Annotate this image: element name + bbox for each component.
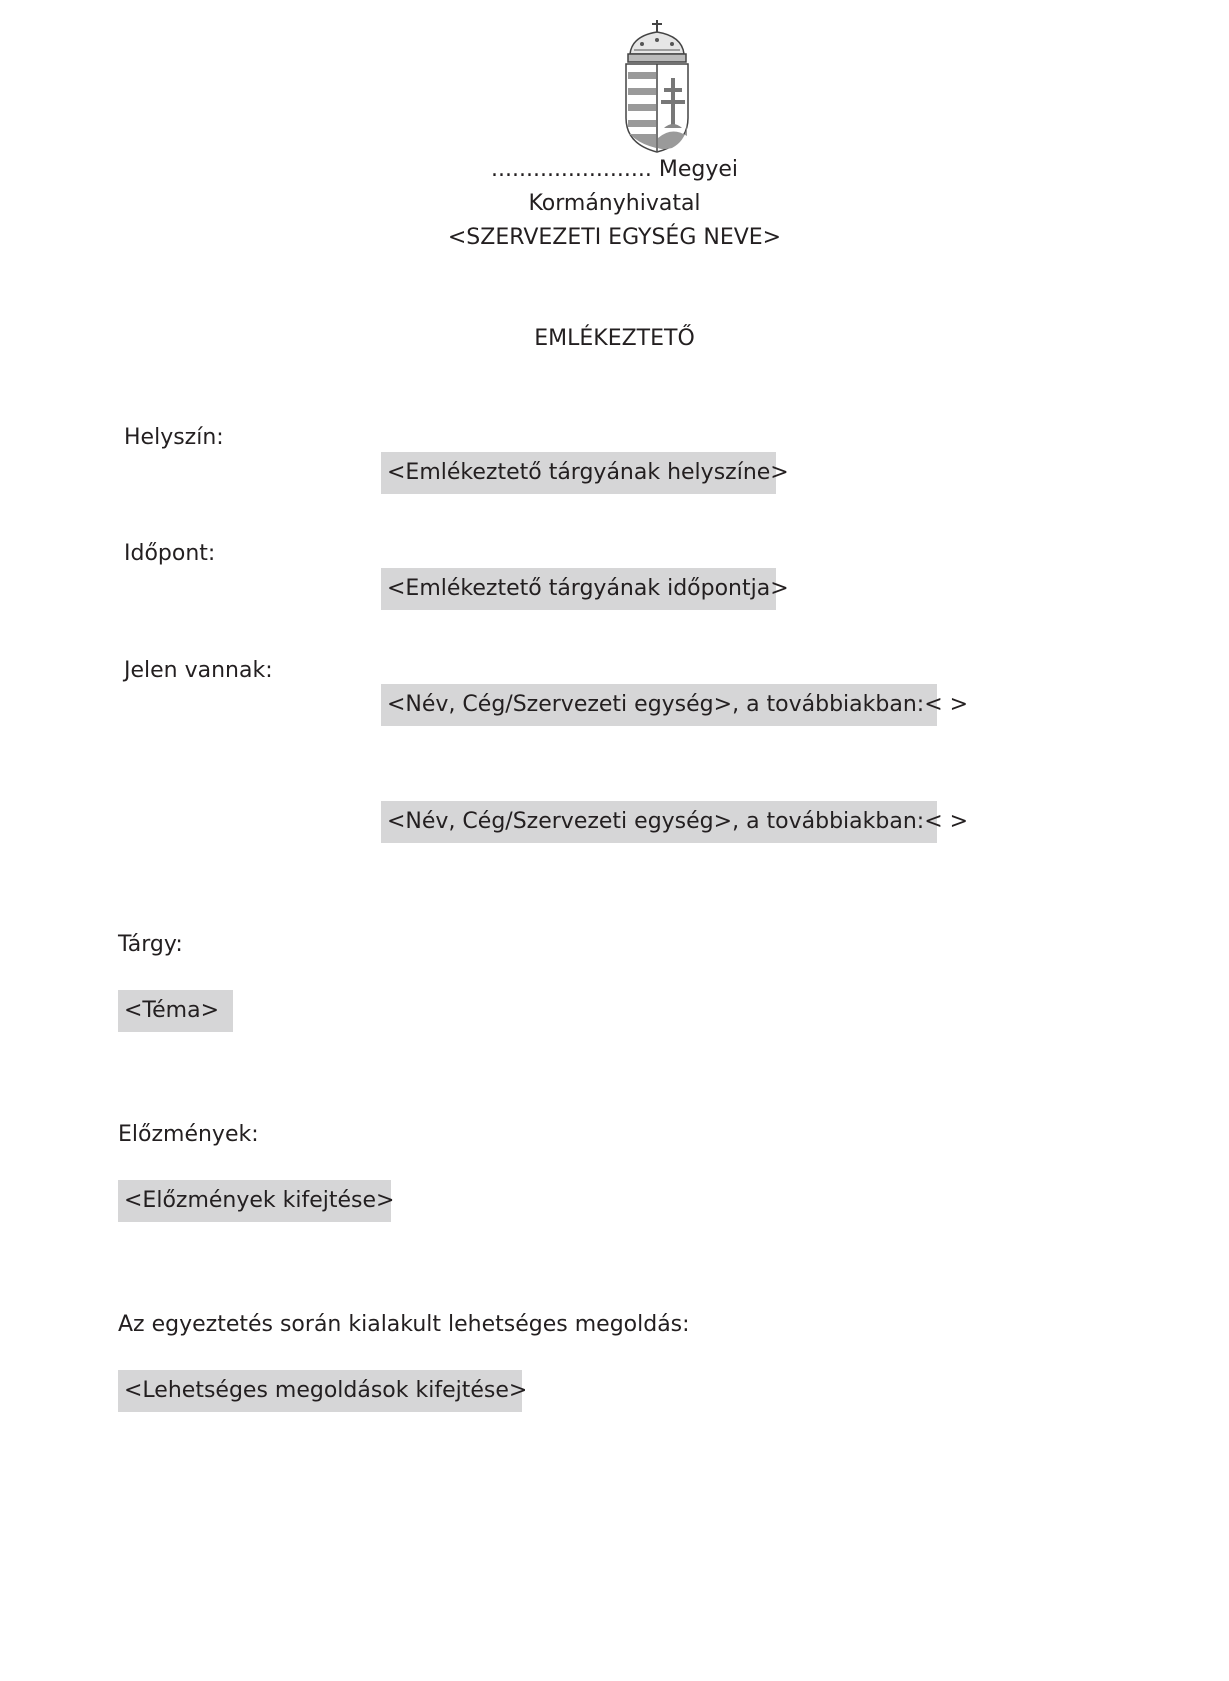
- coat-of-arms-icon: [620, 18, 694, 154]
- unit-name: <SZERVEZETI EGYSÉG NEVE>: [447, 225, 782, 250]
- solution-label: Az egyeztetés során kialakult lehetséges megoldás:: [118, 1312, 690, 1337]
- county-line: ....................... Megyei: [491, 157, 738, 182]
- background-field[interactable]: <Előzmények kifejtése>: [118, 1180, 391, 1222]
- background-label: Előzmények:: [118, 1122, 259, 1147]
- document-title: EMLÉKEZTETŐ: [534, 326, 695, 351]
- solution-field[interactable]: <Lehetséges megoldások kifejtése>: [118, 1370, 522, 1412]
- attendees-label: Jelen vannak:: [124, 658, 273, 683]
- attendee-field-2[interactable]: <Név, Cég/Szervezeti egység>, a továbbiakban:< >: [381, 801, 937, 843]
- location-field[interactable]: <Emlékeztető tárgyának helyszíne>: [381, 452, 776, 494]
- location-label: Helyszín:: [124, 425, 224, 450]
- time-field[interactable]: <Emlékeztető tárgyának időpontja>: [381, 568, 776, 610]
- subject-label: Tárgy:: [118, 932, 183, 957]
- subject-field[interactable]: <Téma>: [118, 990, 233, 1032]
- attendee-field-1[interactable]: <Név, Cég/Szervezeti egység>, a továbbiakban:< >: [381, 684, 937, 726]
- time-label: Időpont:: [124, 541, 216, 566]
- office-name: Kormányhivatal: [528, 191, 701, 216]
